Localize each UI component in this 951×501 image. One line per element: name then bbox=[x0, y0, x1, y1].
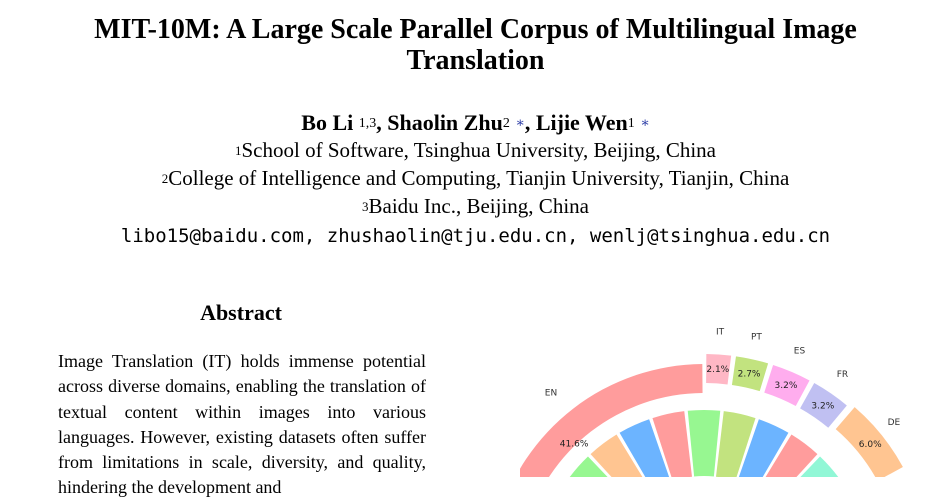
pie-slice-percent-label: 2.1% bbox=[706, 364, 730, 375]
author-list: Bo Li $^{1,3}$, Shaolin Zhu$^2$ ∗, Lijie Wen$^1$ ∗ bbox=[301, 110, 650, 135]
affiliation-text: School of Software, Tsinghua University, Beijing, China bbox=[241, 138, 716, 162]
paper-title: MIT-10M: A Large Scale Parallel Corpus of Multilingual Image Translation bbox=[94, 14, 857, 76]
legend-label-fr: FR bbox=[836, 370, 849, 381]
affiliation-text: College of Intelligence and Computing, Tianjin University, Tianjin, China bbox=[168, 166, 790, 190]
legend-label-it: IT bbox=[716, 327, 725, 338]
legend-label-pt: PT bbox=[751, 332, 762, 343]
author-affiliation-mark: 2 bbox=[502, 116, 510, 131]
pie-slice-inner bbox=[688, 410, 721, 476]
author-name: Bo Li bbox=[301, 110, 354, 135]
abstract-heading: Abstract bbox=[200, 300, 282, 325]
author-affiliation-mark: 1 bbox=[627, 116, 635, 131]
author-affiliation-mark: 1,3 bbox=[358, 116, 377, 131]
legend-label-en: EN bbox=[544, 388, 558, 399]
pie-slice-percent-label: 41.6% bbox=[559, 439, 589, 450]
affiliation-mark: 2 bbox=[161, 171, 169, 186]
affiliation-mark: 3 bbox=[362, 199, 369, 214]
affiliation bbox=[0, 193, 951, 222]
author-emails: libo15@baidu.com, zhushaolin@tju.edu.cn, wenlj@tsinghua.edu.cn bbox=[120, 225, 831, 247]
affiliation bbox=[0, 137, 951, 166]
author-name: Lijie Wen bbox=[535, 110, 628, 135]
pie-slice-percent-label: 3.2% bbox=[811, 401, 835, 412]
pie-slice-percent-label: 2.7% bbox=[737, 369, 761, 380]
corresponding-author-mark: ∗ bbox=[515, 116, 525, 131]
corresponding-author-mark: ∗ bbox=[640, 116, 650, 131]
abstract-paragraph: Image Translation (IT) holds immense potential across diverse domains, enabling the translation of textual content within images into various languages. However, existing datasets often suffer from limitations in scale, diversity, and quality, hindering the development and bbox=[58, 351, 426, 498]
affiliation bbox=[0, 165, 951, 194]
pie-slice-percent-label: 3.2% bbox=[774, 381, 798, 392]
author-name: Shaolin Zhu bbox=[387, 110, 503, 135]
legend-label-de: DE bbox=[887, 417, 901, 428]
abstract-text bbox=[58, 349, 426, 501]
affiliation-mark: 1 bbox=[235, 143, 242, 158]
language-distribution-pie-chart bbox=[520, 290, 951, 477]
pie-slice-percent-label: 6.0% bbox=[858, 439, 882, 450]
affiliation-text: Baidu Inc., Beijing, China bbox=[368, 194, 589, 218]
legend-label-es: ES bbox=[793, 346, 806, 357]
